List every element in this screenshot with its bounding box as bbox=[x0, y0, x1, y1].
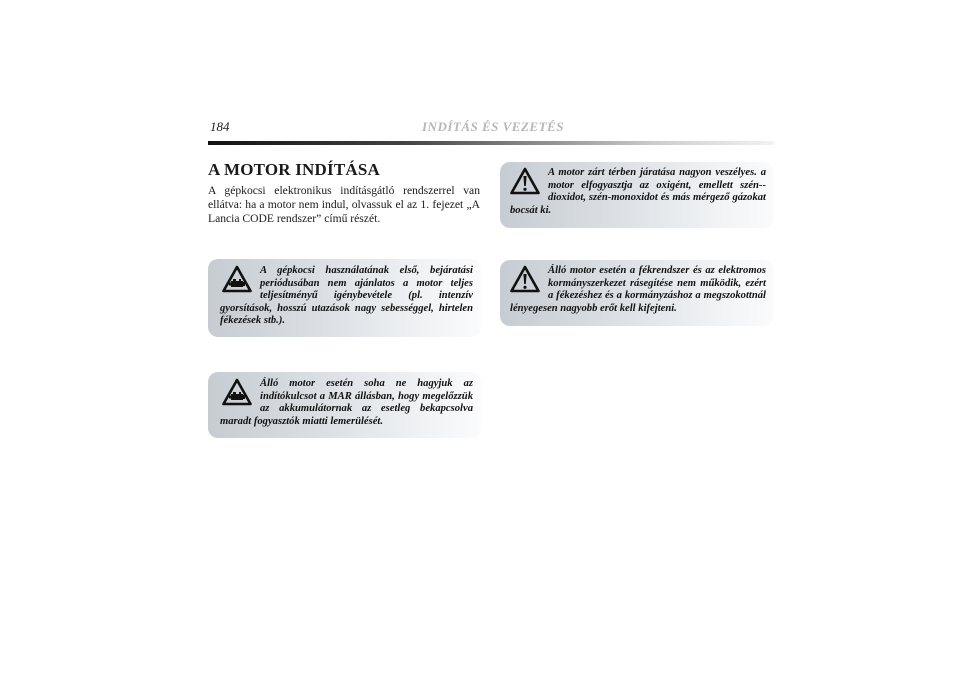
notice-text: A gépkocsi használatának első, bejáratási periódusában nem ajánlatos a motor teljes teljesítményű igénybevétele (pl. intenzív gyorsítások, hosszú utazások nagy sebességgel, hirtelen fékezések stb.). bbox=[220, 265, 473, 327]
warning-box-closed-space bbox=[500, 162, 774, 228]
engine-care-icon bbox=[222, 378, 252, 408]
warning-text: Álló motor esetén a fékrendszer és az elektromos kormányszerkezet rásegítése nem működik, ezért a fékezéshez és a kormányzáshoz a megszokottnál lényegesen nagyobb erőt kell kifejteni. bbox=[510, 265, 766, 314]
page-header bbox=[208, 119, 774, 149]
page-heading: A MOTOR INDÍTÁSA bbox=[208, 160, 380, 179]
notice-box-ignition-key bbox=[208, 372, 481, 438]
warning-text: A motor zárt térben járatása nagyon veszélyes. a motor elfogyasztja az oxigént, emellett szén--dioxidot, szén-monoxidot és más mérgező gázokat bocsát ki. bbox=[510, 167, 766, 216]
section-title: INDÍTÁS ÉS VEZETÉS bbox=[422, 119, 564, 134]
notice-text: Álló motor esetén soha ne hagyjuk az indítókulcsot a MAR állásban, hogy megelőzzük az akkumulátornak az esetleg bekapcsolva maradt fogyasztók miatti lemerülését. bbox=[220, 378, 473, 427]
intro-paragraph: A gépkocsi elektronikus indításgátló rendszerrel van ellátva: ha a motor nem indul, olvassuk el az 1. fejezet „A Lancia CODE rendszer” című részét. bbox=[208, 184, 480, 225]
engine-care-icon bbox=[222, 265, 252, 295]
notice-box-break-in bbox=[208, 259, 481, 337]
warning-icon bbox=[510, 265, 540, 295]
warning-box-brakes-steering bbox=[500, 260, 774, 326]
page-number: 184 bbox=[210, 119, 230, 134]
warning-icon bbox=[510, 167, 540, 197]
header-rule bbox=[208, 141, 774, 145]
